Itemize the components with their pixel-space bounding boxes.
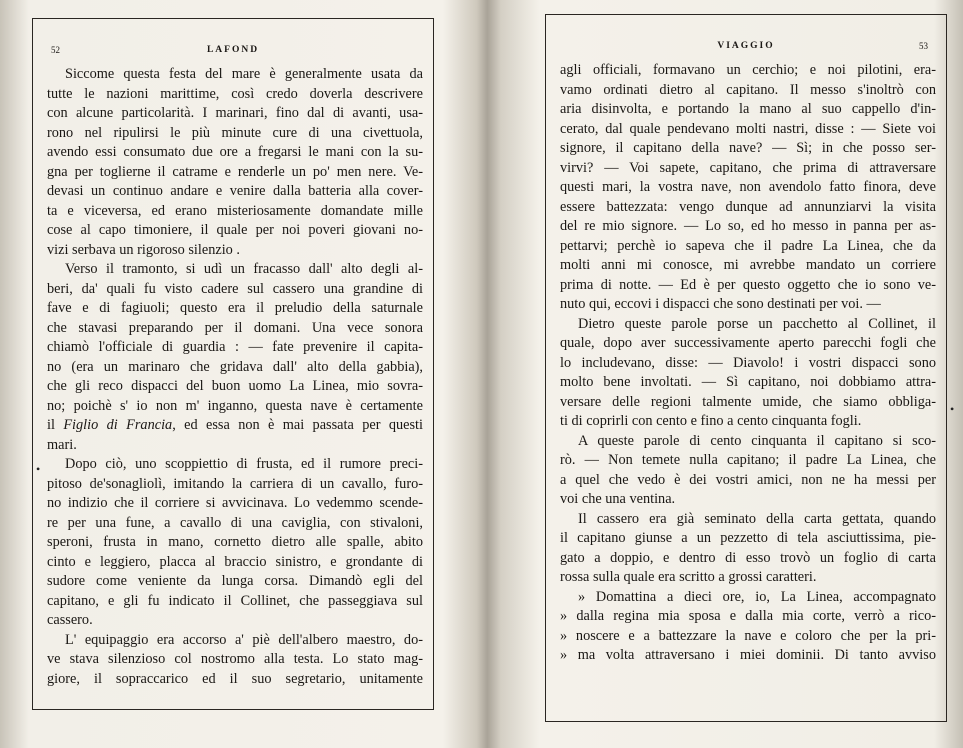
text-line-content: mari. (47, 436, 77, 453)
text-line (47, 553, 423, 573)
italic-title: Figlio di Francia (63, 417, 173, 433)
text-line-content: » dalla regina mia sposa e dalla mia corte, verrò a rico- (560, 608, 936, 624)
text-line-content: lo includevano, disse: — Diavolo! i vostri dispacci sono (560, 354, 936, 371)
text-line (47, 572, 423, 592)
text-line-content: agli officiali, formavano un cerchio; e noi pilotini, era- (560, 62, 936, 78)
text-line-content: tutte le nazioni marittime, così credo doverla descrivere (47, 85, 423, 102)
text-line (47, 299, 423, 319)
left-running-title: LAFOND (206, 45, 260, 55)
text-line (560, 412, 936, 432)
text-line (560, 61, 936, 81)
text-line (47, 436, 423, 456)
text-line (560, 549, 936, 569)
text-line (47, 533, 423, 553)
margin-mark: • (950, 402, 955, 416)
text-line (47, 221, 423, 241)
text-line-content: rò. — Non temete nulla capitano; il padre La Linea, che (560, 452, 936, 468)
text-line-content: che gli reco dispacci del buon uomo La Linea, mio sovra- (47, 378, 423, 394)
text-line (560, 120, 936, 140)
text-line (47, 65, 423, 85)
text-line (560, 627, 936, 647)
text-line (47, 338, 423, 358)
text-line-content: signore, il capitano della nave? — Sì; in che posso ser- (560, 140, 936, 156)
text-line (560, 607, 936, 627)
text-line (560, 471, 936, 491)
text-line (560, 139, 936, 159)
text-line-content: quale, dopo aver successivamente aperto parecchi fogli che (560, 335, 936, 351)
text-line-content: fave e di fagiuoli; questo era il preludio della saturnale (47, 300, 423, 316)
text-line-content: questi mari, la vostra nave, non avendolo fatto finora, deve (560, 179, 936, 195)
text-line (560, 100, 936, 120)
text-line (560, 81, 936, 101)
text-line (47, 475, 423, 495)
text-line-content: sudore come veniente da lunga corsa. Dimandò egli del (47, 573, 423, 589)
text-line (560, 432, 936, 452)
text-line-content: il Figlio di Francia, ed essa non è mai passata per questi (47, 417, 423, 433)
text-line-content: Siccome questa festa del mare è generalmente usata da (65, 66, 423, 82)
text-line (560, 315, 936, 335)
text-line (560, 178, 936, 198)
text-line (47, 670, 423, 690)
text-line-content: speroni, frusta in mano, cornetto dietro alle spalle, abito (47, 534, 423, 550)
text-line-content: cassero. (47, 612, 93, 628)
text-line-content: rono nel ripulirsi le più minute cure di una civettuola, (47, 124, 423, 141)
text-line (560, 568, 936, 588)
text-line-content: pettarvi; perchè io sapeva che il padre La Linea, che da (560, 237, 936, 254)
text-line-content: re per una fune, a cavallo di una caviglia, con stivaloni, (47, 514, 423, 531)
margin-mark: • (36, 462, 41, 476)
right-running-title: VIAGGIO (717, 41, 775, 51)
text-line-content: gna per toglierne il catrame e renderle un po' men nere. Ve- (47, 163, 423, 180)
text-line (47, 592, 423, 612)
text-line-content: capitano, e gli fu indicato il Collinet, che passeggiava sul (47, 592, 423, 609)
text-line-content: A queste parole di cento cinquanta il capitano si sco- (578, 432, 936, 449)
text-line (560, 217, 936, 237)
left-page-number: 52 (51, 45, 60, 55)
text-line-content: L' equipaggio era accorso a' piè dell'albero maestro, do- (65, 631, 423, 648)
text-line-content: virvi? — Voi sapete, capitano, che prima di attraversare (560, 159, 936, 176)
text-line (560, 276, 936, 296)
left-page (0, 0, 481, 748)
text-line-content: ve stava silenzioso col nostromo alla testa. Lo stato mag- (47, 651, 423, 667)
text-line-content: vamo ordinati dietro al capitano. Il messo s'inoltrò con (560, 81, 936, 98)
text-line-content: molti anni mi conosce, mi avrebbe mandato un corriere (560, 257, 936, 273)
text-line-content: avendo essi consumato due ore a fregarsi le mani con la su- (47, 144, 423, 160)
text-line-content: » ma volta attraversano i miei dominii. Di tanto avviso (560, 647, 936, 663)
text-line-content: molto bene involtati. — Sì capitano, noi dobbiamo attra- (560, 374, 936, 390)
right-page (481, 0, 963, 748)
text-line (47, 650, 423, 670)
text-line (560, 510, 936, 530)
text-line-content: il capitano giunse a un pezzetto di tela asciuttissima, pie- (560, 530, 936, 546)
right-text-frame (545, 14, 947, 722)
text-line (47, 163, 423, 183)
text-line-content: pitoso de'sonagliolì, imitando la carriera di un cavallo, furo- (47, 475, 423, 492)
text-line (47, 611, 423, 631)
text-line-content: aria disinvolta, e portando la mano al suo cappello d'in- (560, 101, 936, 117)
text-line (47, 241, 423, 261)
right-page-number: 53 (919, 41, 928, 51)
text-line (47, 416, 423, 436)
text-line-content: Il cassero era già seminato della carta gettata, quando (578, 510, 936, 527)
text-line (560, 588, 936, 608)
left-body-text (47, 65, 423, 689)
text-line (560, 159, 936, 179)
text-line (560, 237, 936, 257)
text-line-content: voi che una ventina. (560, 491, 676, 507)
text-line-content: vizi serbava un rigoroso silenzio . (47, 241, 240, 258)
right-body-text (560, 61, 936, 666)
text-line (560, 354, 936, 374)
right-running-head (562, 39, 930, 57)
text-line-content: Verso il tramonto, si udì un fracasso dall' alto degli al- (65, 261, 423, 277)
text-line-content: rossa sulla quale era scritto a grossi caratteri. (560, 569, 817, 585)
text-line (47, 514, 423, 534)
text-line (560, 295, 936, 315)
text-line (560, 529, 936, 549)
text-line-content: Dopo ciò, uno scoppiettio di frusta, ed il rumore preci- (65, 456, 423, 472)
left-text-frame (32, 18, 434, 710)
text-line (47, 182, 423, 202)
text-line (47, 455, 423, 475)
text-line-content: cerato, dal quale pendevano molti nastri, disse : — Siete voi (560, 120, 936, 137)
text-line (560, 393, 936, 413)
text-line (560, 373, 936, 393)
text-line (560, 198, 936, 218)
text-line-content: gato a doppio, e dentro di esso trovò un foglio di carta (560, 549, 936, 566)
text-line-content: essere battezzata: vengo dunque ad annunziarvi la visita (560, 198, 936, 215)
text-line-content: » Domattina a dieci ore, io, La Linea, accompagnato (578, 588, 936, 605)
text-line (560, 646, 936, 666)
text-line-content: prima di notte. — Ed è per questo oggetto che io sono ve- (560, 276, 936, 293)
text-line (47, 319, 423, 339)
left-running-head (49, 43, 417, 61)
text-line-content: devasi un continuo andare e venire dalla batteria alla cover- (47, 183, 423, 199)
text-line (47, 494, 423, 514)
text-line (560, 451, 936, 471)
text-line-content: Dietro queste parole porse un pacchetto al Collinet, il (578, 315, 936, 332)
text-line (47, 124, 423, 144)
text-line-content: no (era un marinaro che gridava dall' alto della gabbia), (47, 358, 423, 375)
text-line (47, 358, 423, 378)
text-line-content: no; poichè s' io non m' inganno, questa nave è certamente (47, 397, 423, 414)
text-line (47, 377, 423, 397)
text-line (560, 490, 936, 510)
text-line-content: chiamò l'officiale di guardia : — fate prevenire il capita- (47, 339, 423, 355)
text-line-content: giore, il sopraccarico ed il suo segretario, unitamente (47, 670, 423, 687)
text-line-content: nuto qui, eccovi i dispacci che sono destinati per voi. — (560, 296, 881, 312)
text-line (47, 397, 423, 417)
text-line-content: » noscere e a battezzare la nave e coloro che per la pri- (560, 627, 936, 644)
text-line (47, 85, 423, 105)
text-line-content: che stavasi preparando per il domani. Una vece sonora (47, 319, 423, 336)
text-line-content: beri, da' quali fu visto cadere sul cassero una grandine di (47, 280, 423, 297)
text-line (47, 631, 423, 651)
text-line-content: a quel che vedo è dei vostri amici, non ne ha messi per (560, 471, 936, 488)
text-line-content: del re mio signore. — Lo so, ed ho messo in panna per as- (560, 218, 936, 234)
text-line (47, 202, 423, 222)
text-line-content: con alcune particolarità. I marinari, fino dal di avanti, usa- (47, 105, 423, 121)
text-line (47, 143, 423, 163)
text-line-content: cinto e leggiero, placca al braccio sinistro, e grondante di (47, 553, 423, 570)
text-line (560, 334, 936, 354)
text-line (47, 260, 423, 280)
text-line-content: no indizio che il corriere si avvicinava. Lo vedemmo scende- (47, 495, 423, 511)
text-line-content: cose al capo timoniere, il quale per noi poveri giovani no- (47, 222, 423, 238)
text-line-content: ti di coprirli con cento e fino a cento cinquanta fogli. (560, 413, 862, 429)
text-line (560, 256, 936, 276)
text-line-content: ta e viceversa, ed erano misteriosamente domandate mille (47, 202, 423, 219)
text-line-content: versare delle regioni talmente umide, che siamo obbliga- (560, 393, 936, 410)
text-line (47, 104, 423, 124)
text-line (47, 280, 423, 300)
